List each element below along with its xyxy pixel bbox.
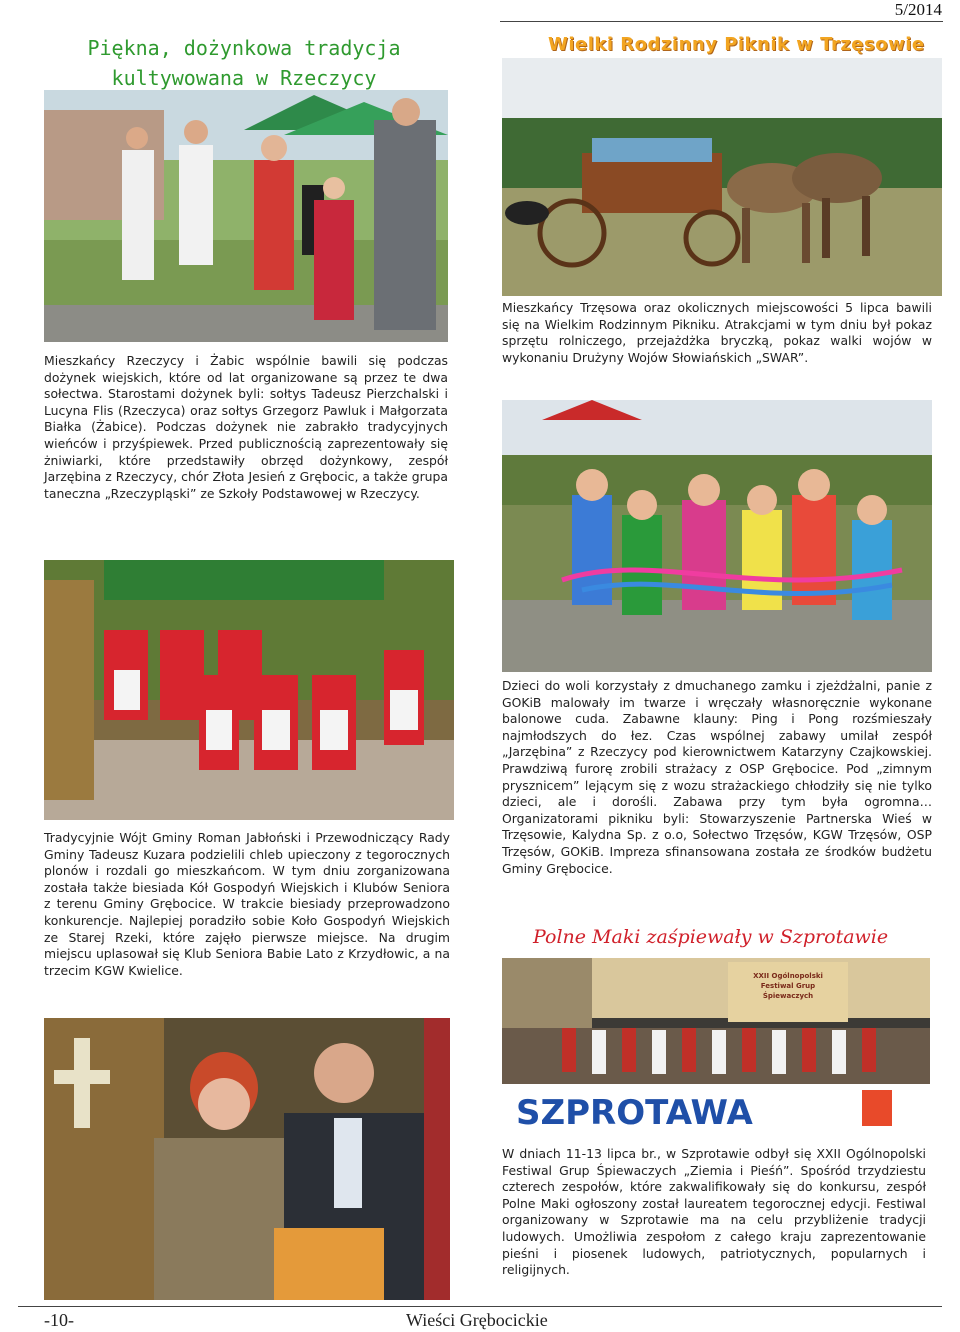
svg-text:XXII Ogólnopolski: XXII Ogólnopolski — [753, 972, 823, 980]
article-title-dozynki: Piękna, dożynkowa tradycja kultywowana w Rzeczycy — [87, 36, 401, 90]
article-title-piknik: Wielki Rodzinny Piknik w Trzęsowie — [548, 34, 925, 55]
footer-rule — [18, 1306, 942, 1307]
magazine-name: Wieści Grębocickie — [406, 1310, 548, 1330]
svg-text:Śpiewaczych: Śpiewaczych — [762, 992, 814, 1000]
photo-officials — [44, 1018, 450, 1300]
header-rule — [500, 21, 943, 22]
photo-children-painted-faces — [502, 400, 932, 672]
article-text-dozynki-2: Tradycyjnie Wójt Gminy Roman Jabłoński i Przewodniczący Rady Gminy Tadeusz Kuzara podzielili chleb upieczony z tegorocznych plonów i rozdali go mieszkańcom. W tym dniu zorganizowana została także biesiada Kół Gospodyń Wiejskich i Klubów Seniora z terenu Gminy Grębocice. W trakcie biesiady przeprowadzono konkurencje. Najlepiej poradziło sobie Koło Gospodyń Wiejskich ze Starej Rzeki, które zajęło pierwsze miejsce. Na drugim miejscu uplasował się Klub Seniora Babie Lato z Krzydłowic, a na trzecim KGW Kwielice. — [44, 830, 450, 978]
szprotawa-banner-text: SZPROTAWA — [516, 1093, 753, 1133]
photo-dance-group — [44, 560, 454, 820]
issue-number: 5/2014 — [894, 0, 942, 19]
article-text-dozynki: Mieszkańcy Rzeczycy i Żabic wspólnie bawili się podczas dożynek wiejskich, które od lat organizowane są przez te dwa sołectwa. Starostami dożynek byli: sołtys Tadeusz Pierzchalski i Lucyna Flis (Rzeczyca) oraz sołtys Grzegorz Pawluk i Małgorzata Białka (Żabice). Podczas dożynek nie zabrakło tradycyjnych wieńców i przyśpiewek. Przed publicznością zaprezentowały się żniwiarki, które przedstawiły obrzęd dożynkowy, zespół Jarzębina z Rzeczycy, chór Złota Jesień z Grębocic, a także grupa taneczna „Rzeczypląski” ze Szkoły Podstawowej w Rzeczycy. — [44, 353, 448, 501]
svg-text:Festiwal Grup: Festiwal Grup — [760, 982, 816, 990]
photo-horse-carriage — [502, 58, 942, 296]
article-title-maki: Polne Maki zaśpiewały w Szprotawie — [533, 926, 889, 948]
page-number: -10- — [44, 1310, 74, 1330]
photo-harvest-ceremony — [44, 90, 448, 342]
article-text-piknik: Mieszkańcy Trzęsowa oraz okolicznych miejscowości 5 lipca bawili się na Wielkim Rodzinnym Pikniku. Atrakcjami w tym dniu był pokaz sprzętu rolniczego, przejażdżka bryczką, pokaz walki wojów w wykonaniu Drużyny Wojów Słowiańskich „SWAR”. — [502, 300, 932, 365]
article-text-maki: W dniach 11-13 lipca br., w Szprotawie odbył się XXII Ogólnopolski Festiwal Grup Śpiewaczych „Ziemia i Pieśń”. Spośród trzydziestu czterech zespołów, które zakwalifikowały się do konkursu, zespół Polne Maki ogłoszony został laureatem tegorocznej edycji. Festiwal organizowany w Szprotawie ma na celu przybliżenie tradycji ludowych. Umożliwia zespołom z całego kraju zaprezentowanie pieśni i piosenek ludowych, patriotycznych, popularnych i religijnych. — [502, 1146, 926, 1278]
article-text-piknik-2: Dzieci do woli korzystały z dmuchanego zamku i zjeżdżalni, panie z GOKiB malowały im twarze i wręczały własnoręcznie wykonane balonowe cuda. Zabawne klauny: Ping i Pong rozśmieszały najmłodszych do łez. Czas wspólnej zabawy umilał zespół „Jarzębina” z Rzeczycy pod kierownictwem Katarzyny Czajkowskiej. Prawdziwą furorę zrobili strażacy z OSP Grębocice. Pod „zimnym prysznicem” lejącym się z wozu strażackiego chłodziły się nie tylko dzieci, ale i dorośli. Zabawa przy tym była ogromna… Organizatorami pikniku byli: Stowarzyszenie Partnerska Wieś w Trzęsowie, Kalydna Sp. z o.o, Sołectwo Trzęsów, KGW Trzęsów, OSP Trzęsów, GOKiB. Impreza sfinansowana została ze środków budżetu Gminy Grębocice. — [502, 678, 932, 876]
photo-festival-stage — [502, 958, 930, 1134]
